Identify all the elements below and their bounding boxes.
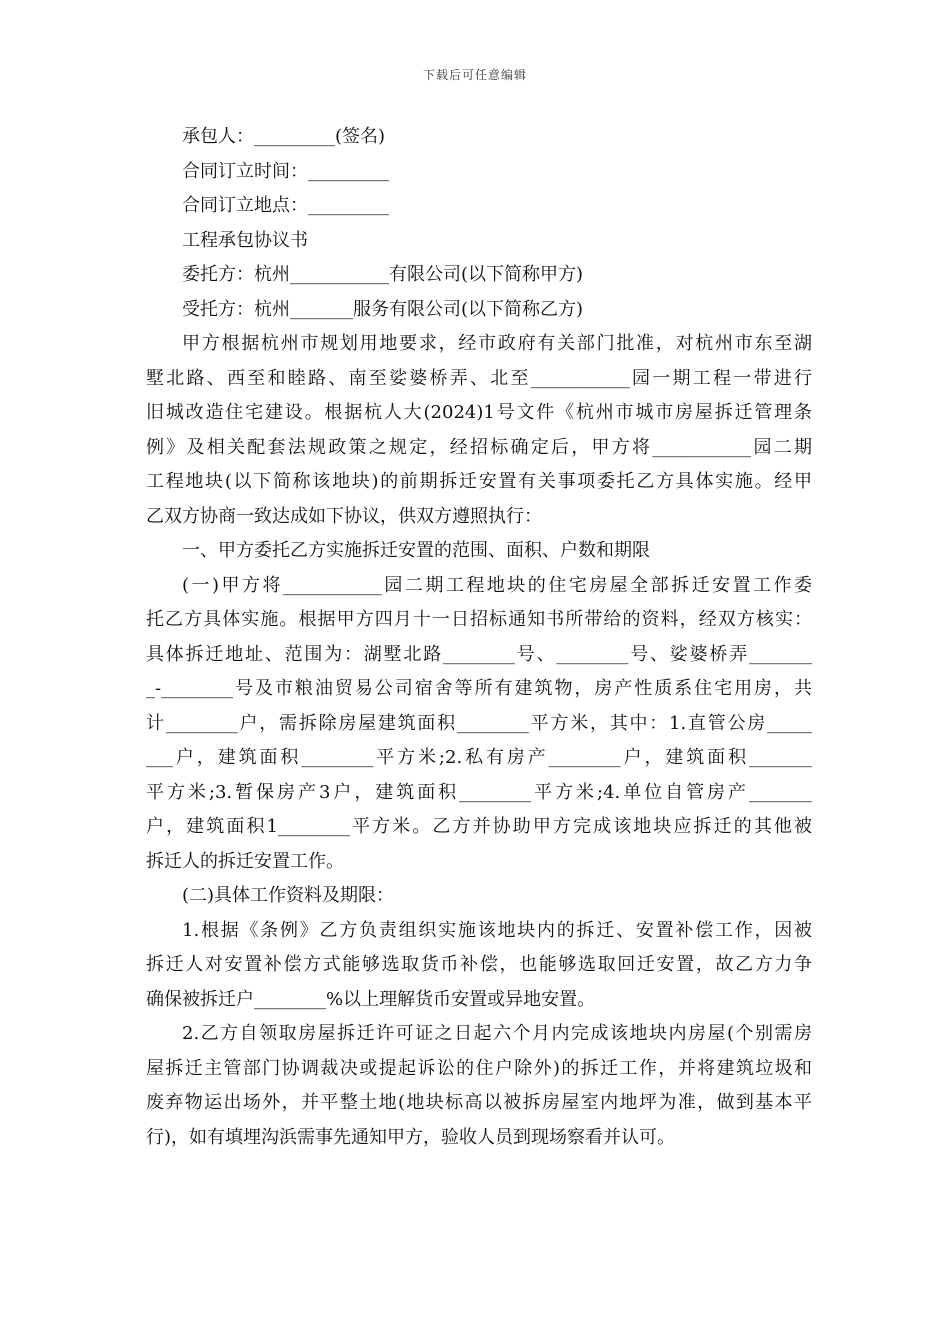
contractor-signature-line: 承包人：_________(签名): [182, 126, 386, 147]
paragraph-line: 平方米;3.暂保房产3户，建筑面积________平方米;4.单位自管房产_______: [146, 781, 812, 803]
paragraph-line: 计________户，需拆除房屋建筑面积________平方米，其中：1.直管公房_____: [146, 712, 812, 734]
paragraph-line: 屋拆迁主管部门协调裁决或提起诉讼的住户除外)的拆迁工作，并将建筑垃圾和: [146, 1057, 812, 1079]
agent-party-line: 受托方：杭州_______服务有限公司(以下简称乙方): [182, 298, 584, 320]
paragraph-line: 墅北路、西至和睦路、南至娑婆桥弄、北至___________园一期工程一带进行: [146, 367, 812, 389]
document-body: [146, 120, 812, 1155]
contract-date-line: 合同订立时间：_________: [182, 160, 389, 182]
paragraph-line: 旧城改造住宅建设。根据杭人大(2024)1号文件《杭州市城市房屋拆迁管理条: [146, 402, 812, 423]
paragraph-line: 具体拆迁地址、范围为：湖墅北路________号、________号、娑婆桥弄_______: [146, 643, 812, 665]
paragraph-line: ___户，建筑面积________平方米;2.私有房产________户，建筑面积_______: [146, 747, 812, 768]
paragraph-line: (一)甲方将___________园二期工程地块的住宅房屋全部拆迁安置工作委: [182, 574, 812, 596]
subsection-heading: (二)具体工作资料及期限：: [182, 885, 395, 906]
paragraph-line: 2.乙方自领取房屋拆迁许可证之日起六个月内完成该地块内房屋(个别需房: [182, 1023, 812, 1044]
paragraph-line: 甲方根据杭州市规划用地要求，经市政府有关部门批准，对杭州市东至湖: [182, 333, 812, 354]
paragraph-line: 拆迁人的拆迁安置工作。: [146, 850, 344, 872]
paragraph-line: 废弃物运出场外，并平整土地(地块标高以被拆房屋室内地坪为准，做到基本平: [146, 1092, 812, 1113]
principal-party-line: 委托方：杭州___________有限公司(以下简称甲方): [182, 264, 584, 285]
paragraph-line: 行)，如有填埋沟浜需事先通知甲方，验收人员到现场察看并认可。: [146, 1126, 676, 1148]
section-heading: 一、甲方委托乙方实施拆迁安置的范围、面积、户数和期限: [182, 540, 650, 561]
contract-place-line: 合同订立地点：_________: [182, 195, 389, 216]
paragraph-line: 乙双方协商一致达成如下协议，供双方遵照执行：: [146, 505, 542, 527]
page-header: 下载后可任意编辑: [422, 68, 527, 82]
paragraph-line: _-________号及市粮油贸易公司宿舍等所有建筑物，房产性质系住宅用房，共: [146, 678, 812, 699]
paragraph-line: 确保被拆迁户________%以上理解货币安置或异地安置。: [146, 988, 596, 1010]
agreement-title: 工程承包协议书: [182, 229, 308, 251]
paragraph-line: 工程地块(以下简称该地块)的前期拆迁安置有关事项委托乙方具体实施。经甲: [146, 471, 812, 492]
paragraph-line: 托乙方具体实施。根据甲方四月十一日招标通知书所带给的资料，经双方核实：: [146, 609, 812, 630]
paragraph-line: 户，建筑面积1________平方米。乙方并协助甲方完成该地块应拆迁的其他被: [146, 816, 812, 837]
paragraph-line: 1.根据《条例》乙方负责组织实施该地块内的拆迁、安置补偿工作，因被: [182, 919, 812, 941]
paragraph-line: 拆迁人对安置补偿方式能够选取货币补偿，也能够选取回迁安置，故乙方力争: [146, 954, 812, 975]
paragraph-line: 例》及相关配套法规政策之规定，经招标确定后，甲方将___________园二期: [146, 436, 812, 458]
